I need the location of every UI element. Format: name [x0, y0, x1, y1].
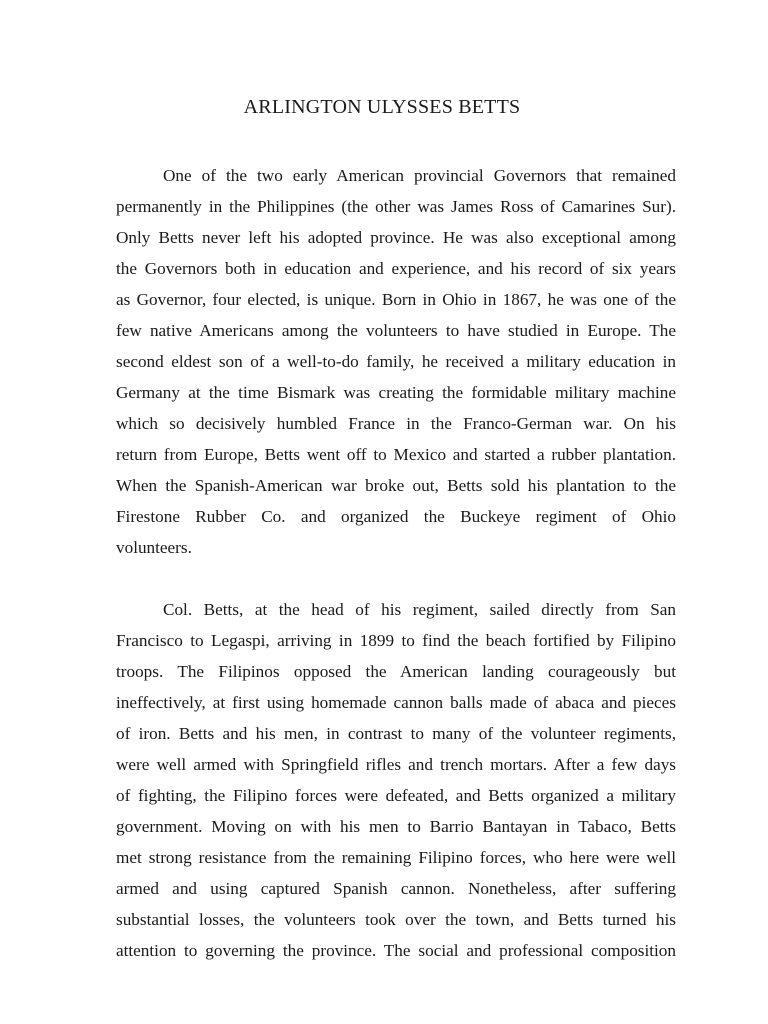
paragraph-1-line: which so decisively humbled France in the Franco-German war. On his — [116, 414, 676, 433]
paragraph-1-line: the Governors both in education and experience, and his record of six years — [116, 259, 676, 278]
paragraph-2-line: were well armed with Springfield rifles and trench mortars. After a few days — [116, 755, 676, 774]
paragraph-1-line: as Governor, four elected, is unique. Born in Ohio in 1867, he was one of the — [116, 290, 676, 309]
paragraph-1-line: permanently in the Philippines (the other was James Ross of Camarines Sur). — [116, 197, 676, 216]
paragraph-2-line: ineffectively, at first using homemade cannon balls made of abaca and pieces — [116, 693, 676, 712]
paragraph-1-line: Only Betts never left his adopted province. He was also exceptional among — [116, 228, 676, 247]
paragraph-2-line: troops. The Filipinos opposed the American landing courageously but — [116, 662, 676, 681]
paragraph-2-line: of fighting, the Filipino forces were defeated, and Betts organized a military — [116, 786, 676, 805]
paragraph-1-line: One of the two early American provincial Governors that remained — [163, 166, 676, 185]
paragraph-2-line: Col. Betts, at the head of his regiment, sailed directly from San — [163, 600, 676, 619]
paragraph-1-line: few native Americans among the volunteers to have studied in Europe. The — [116, 321, 676, 340]
paragraph-2-line: Francisco to Legaspi, arriving in 1899 to find the beach fortified by Filipino — [116, 631, 676, 650]
paragraph-1-line: return from Europe, Betts went off to Mexico and started a rubber plantation. — [116, 445, 676, 464]
paragraph-2-line: armed and using captured Spanish cannon. Nonetheless, after suffering — [116, 879, 676, 898]
paragraph-2-line: met strong resistance from the remaining Filipino forces, who here were well — [116, 848, 676, 867]
paragraph-1-line: second eldest son of a well-to-do family, he received a military education in — [116, 352, 676, 371]
paragraph-2-line: of iron. Betts and his men, in contrast to many of the volunteer regiments, — [116, 724, 676, 743]
paragraph-1-line: volunteers. — [116, 538, 192, 557]
paragraph-1-line: When the Spanish-American war broke out, Betts sold his plantation to the — [116, 476, 676, 495]
paragraph-2-line: attention to governing the province. The social and professional composition — [116, 941, 676, 960]
paragraph-2-line: government. Moving on with his men to Barrio Bantayan in Tabaco, Betts — [116, 817, 676, 836]
page-title: ARLINGTON ULYSSES BETTS — [243, 96, 521, 118]
paragraph-2-line: substantial losses, the volunteers took over the town, and Betts turned his — [116, 910, 676, 929]
paragraph-1-line: Germany at the time Bismark was creating the formidable military machine — [116, 383, 676, 402]
paragraph-1-line: Firestone Rubber Co. and organized the Buckeye regiment of Ohio — [116, 507, 676, 526]
